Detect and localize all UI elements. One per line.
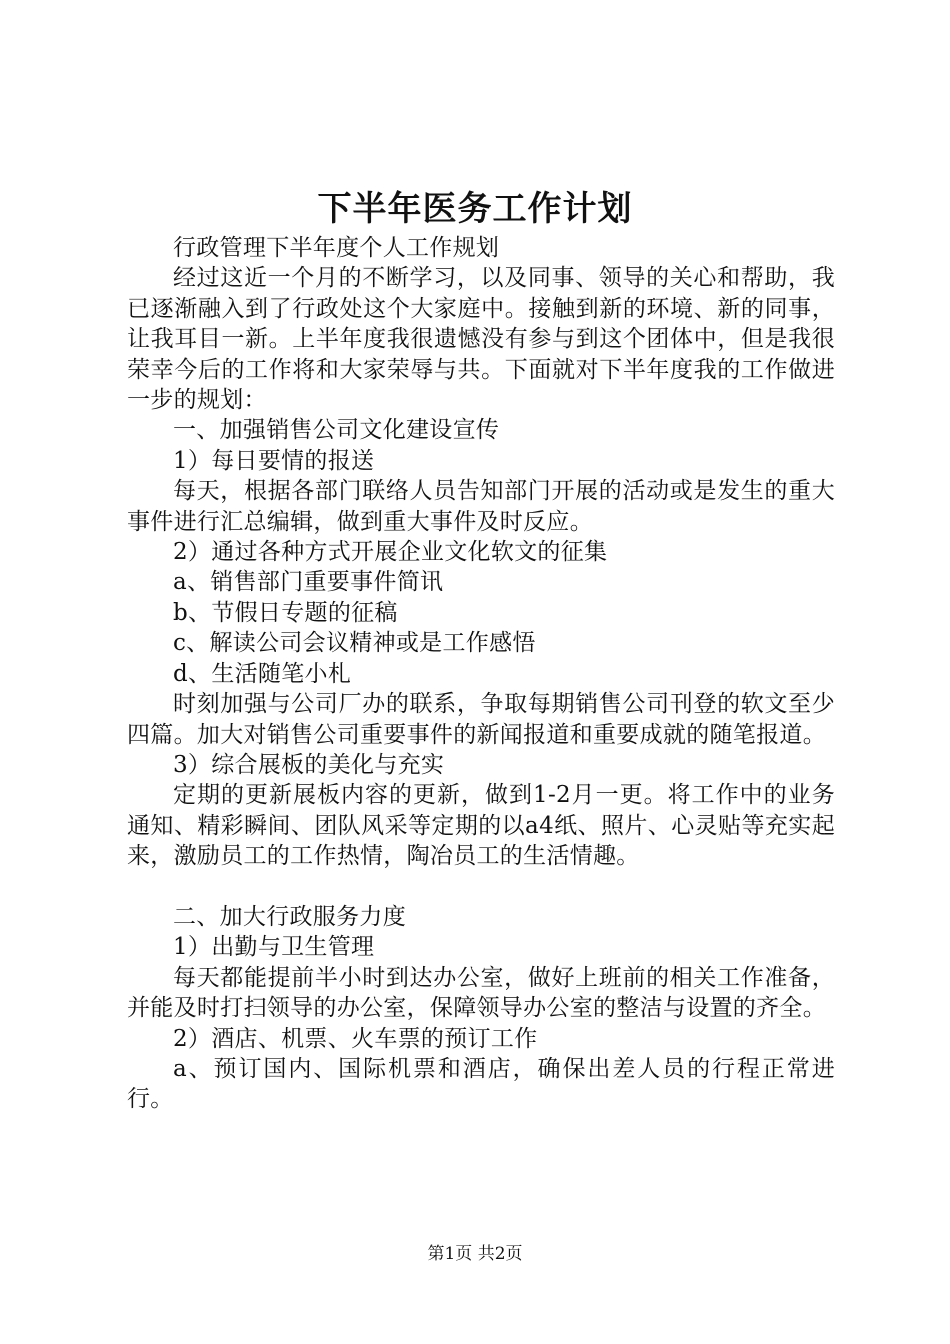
body-paragraph: 定期的更新展板内容的更新，做到1-2月一更。将工作中的业务通知、精彩瞬间、团队风采等定期的以a4纸、照片、心灵贴等充实起来，激励员工的工作热情，陶冶员工的生活情趣。 (127, 782, 835, 870)
body-paragraph: 每天，根据各部门联络人员告知部门开展的活动或是发生的重大事件进行汇总编辑，做到重大事件及时反应。 (127, 478, 835, 535)
subsection-heading-1-1: 1）每日要情的报送 (173, 447, 375, 474)
list-item-d: d、生活随笔小札 (173, 660, 352, 687)
body-paragraph: 时刻加强与公司厂办的联系，争取每期销售公司刊登的软文至少四篇。加大对销售公司重要事件的新闻报道和重要成就的随笔报道。 (127, 691, 835, 748)
body-paragraph: 每天都能提前半小时到达办公室，做好上班前的相关工作准备，并能及时打扫领导的办公室，保障领导办公室的整洁与设置的齐全。 (127, 964, 835, 1022)
subsection-heading-1-3: 3）综合展板的美化与充实 (173, 751, 445, 778)
subsection-heading-1-2: 2）通过各种方式开展企业文化软文的征集 (173, 539, 608, 566)
section-heading-1: 一、加强销售公司文化建设宣传 (173, 417, 500, 444)
subsection-heading-2-1: 1）出勤与卫生管理 (173, 934, 375, 961)
list-item-a: a、预订国内、国际机票和酒店，确保出差人员的行程正常进行。 (127, 1055, 835, 1113)
list-item-a: a、销售部门重要事件简讯 (173, 569, 444, 596)
subtitle-paragraph: 行政管理下半年度个人工作规划 (173, 235, 500, 261)
subsection-heading-2-2: 2）酒店、机票、火车票的预订工作 (173, 1025, 538, 1052)
list-item-b: b、节假日专题的征稿 (173, 599, 398, 626)
section-heading-2: 二、加大行政服务力度 (173, 903, 406, 930)
list-item-c: c、解读公司会议精神或是工作感悟 (173, 630, 536, 657)
page-footer: 第1页 共2页 (427, 1244, 523, 1264)
document-body (127, 233, 835, 1115)
document-title: 下半年医务工作计划 (317, 189, 633, 229)
paragraph-spacer (127, 872, 835, 902)
intro-paragraph: 经过这近一个月的不断学习，以及同事、领导的关心和帮助，我已逐渐融入到了行政处这个大家庭中。接触到新的环境、新的同事，让我耳目一新。上半年度我很遗憾没有参与到这个团体中，但是我很荣幸今后的工作将和大家荣辱与共。下面就对下半年度我的工作做进一步的规划： (127, 265, 835, 414)
